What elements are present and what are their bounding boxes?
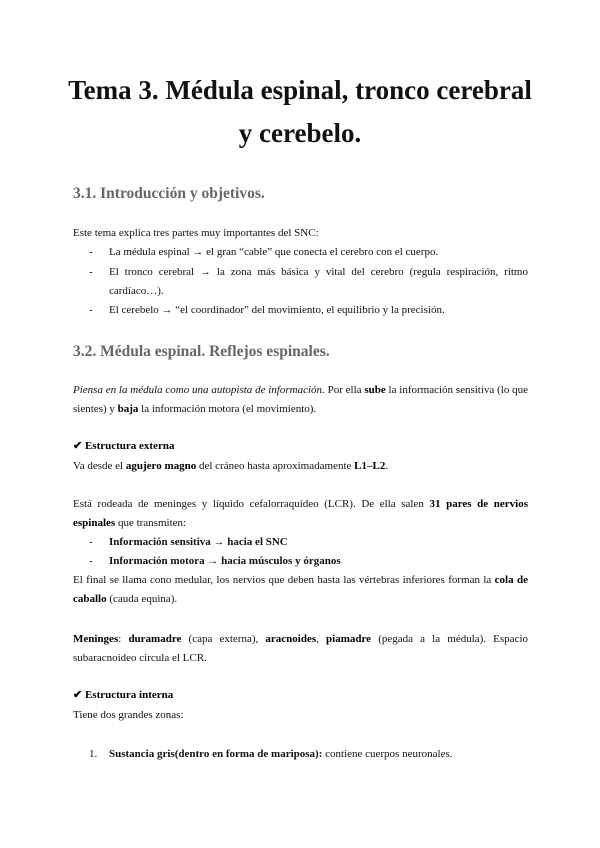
bold-term: aracnoides (265, 633, 317, 645)
list-item-text: El cerebelo → “el coordinador” del movimiento, el equilibrio y la precisión. (109, 304, 445, 316)
text-run: (pegada a la médula). Espacio subaracnoideo circula el LCR. (73, 633, 529, 664)
text-run: (cauda equina). (106, 593, 178, 605)
text-run: del cráneo hasta aproximadamente (196, 460, 355, 472)
item-number: 1. (89, 748, 98, 760)
bold-term: piamadre (326, 633, 372, 645)
list-item-text: Información motora → hacia músculos y órganos (109, 555, 341, 567)
section-heading-intro: 3.1. Introducción y objetivos. (73, 185, 265, 202)
autopista-paragraph (73, 381, 528, 419)
text-run: Por ella (324, 384, 365, 396)
list-dash: - (89, 304, 93, 316)
bold-term: Sustancia gris(dentro en forma de mariposa): (109, 748, 323, 760)
text-run: El final se llama cono medular, los nervios que deben hasta las vértebras inferiores forman la (73, 574, 495, 586)
bold-term: 31 pares de nervios espinales (73, 498, 529, 529)
bold-term: sube (364, 384, 386, 396)
text-run: que transmiten: (115, 517, 187, 529)
bold-term: L1–L2 (354, 460, 386, 472)
bold-term: Meninges (73, 633, 119, 645)
subheading-text: ✔ Estructura interna (73, 689, 174, 701)
list-dash: - (89, 266, 93, 278)
text-run: la información sensitiva (lo que sientes) y (73, 384, 528, 415)
internal-paragraph: Tiene dos grandes zonas: (73, 709, 184, 721)
section-heading-medula: 3.2. Médula espinal. Reflejos espinales. (73, 343, 330, 360)
text-run: . (385, 460, 389, 472)
bold-term: baja (117, 403, 139, 415)
subheading-text: ✔ Estructura externa (73, 440, 175, 452)
italic-phrase: Piensa en la médula como una autopista de información. (73, 384, 325, 396)
external-paragraph (73, 457, 528, 476)
bold-term: agujero magno (125, 460, 197, 472)
list-dash: - (89, 555, 93, 567)
list-item-text: Información sensitiva → hacia el SNC (109, 536, 288, 548)
text-run: (capa externa), (181, 633, 266, 645)
list-item-text: La médula espinal → el gran “cable” que conecta el cerebro con el cuerpo. (109, 246, 439, 258)
subheading-internal (73, 686, 528, 705)
text-run: : (118, 633, 129, 645)
text-run: Va desde el (73, 460, 126, 472)
list-item-text: El tronco cerebral → la zona más básica y vital del cerebro (regula respiración, ritmo cardíaco…). (109, 266, 528, 297)
text-run: , (316, 633, 327, 645)
document-title-line2: y cerebelo. (238, 118, 362, 148)
list-dash: - (89, 536, 93, 548)
text-run: la información motora (el movimiento). (138, 403, 317, 415)
cola-paragraph (73, 571, 528, 609)
document-title-line1: Tema 3. Médula espinal, tronco cerebral (68, 75, 532, 105)
subheading-external (73, 437, 528, 456)
meninges-layers-paragraph (73, 630, 528, 668)
text-run: Está rodeada de meninges y líquido cefalorraquídeo (LCR). De ella salen (73, 498, 430, 510)
intro-paragraph: Este tema explica tres partes muy importantes del SNC: (73, 227, 319, 239)
meninges-paragraph (73, 495, 528, 533)
text-run: contiene cuerpos neuronales. (322, 748, 453, 760)
numbered-item-text (109, 745, 528, 764)
bold-term: duramadre (128, 633, 182, 645)
bold-term: cola de caballo (73, 574, 528, 605)
list-dash: - (89, 246, 93, 258)
